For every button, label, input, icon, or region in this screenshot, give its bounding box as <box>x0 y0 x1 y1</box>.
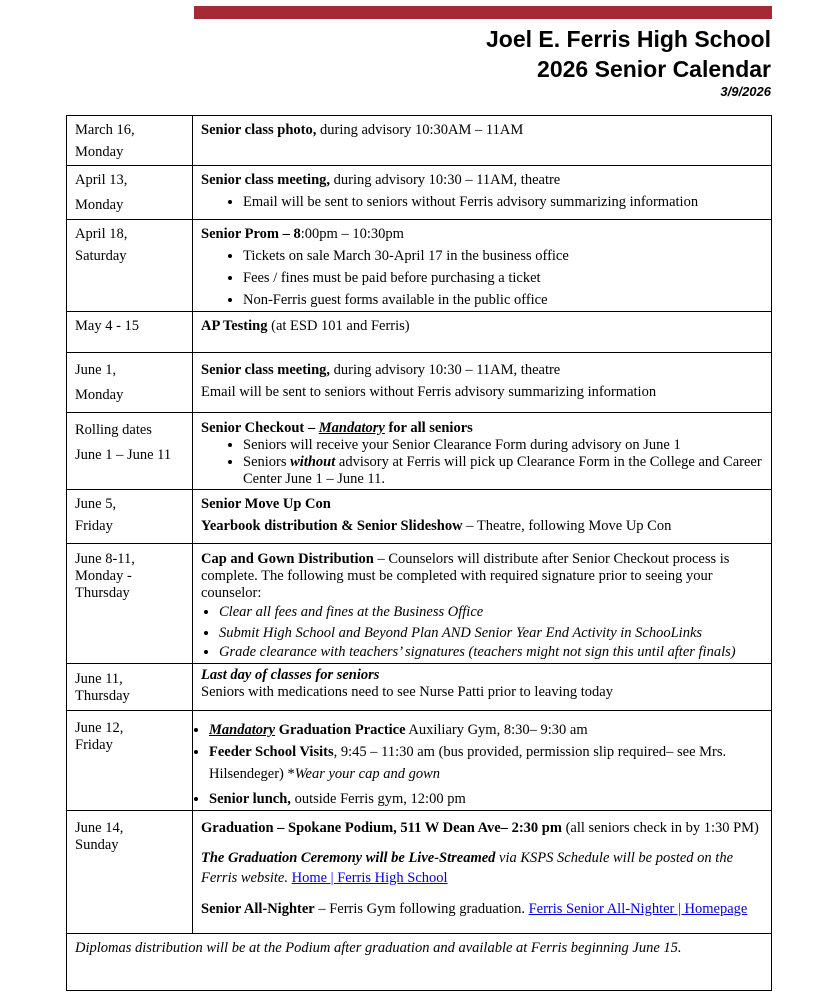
table-row <box>67 220 772 312</box>
event-cell: Senior Prom – 8:00pm – 10:30pm • Tickets on sale March 30-April 17 in the business office • Fees / fines must be paid before purchasing a ticket • Non-Ferris guest forms available in the public office <box>193 220 772 312</box>
table-row <box>67 544 772 664</box>
ferris-website-link[interactable]: Home | Ferris High School <box>291 870 448 886</box>
document-header <box>486 24 771 100</box>
list-item: • Fees / fines must be paid before purchasing a ticket <box>243 267 764 289</box>
calendar-title: 2026 Senior Calendar <box>537 56 771 82</box>
date-cell: May 4 - 15 <box>67 312 193 353</box>
list-item: • Submit High School and Beyond Plan AND Senior Year End Activity in SchooLinks <box>219 623 764 644</box>
table-row <box>67 166 772 220</box>
event-cell: Cap and Gown Distribution – Counselors will distribute after Senior Checkout process is complete. The following must be completed with required signature prior to seeing your counselor: • Clear all fees and fines at the Business Office • Submit High School and Beyond Plan AND Senior Year End Activity in SchooLinks • Grade clearance with teachers’ signatures (teachers might not sign this until after finals) <box>193 544 772 664</box>
table-row <box>67 353 772 413</box>
event-cell: Senior Checkout – Mandatory for all seniors • Seniors will receive your Senior Clearance Form during advisory on June 1 • Seniors without advisory at Ferris will pick up Clearance Form in the College and Career Center June 1 – June 11. <box>193 413 772 490</box>
table-row <box>67 490 772 544</box>
date-cell: April 13, Monday <box>67 166 193 220</box>
list-item: • Non-Ferris guest forms available in the public office <box>243 289 764 311</box>
date-cell: March 16, Monday <box>67 116 193 166</box>
date-cell: June 5, Friday <box>67 490 193 544</box>
table-row <box>67 413 772 490</box>
table-row <box>67 811 772 934</box>
date-cell: June 12, Friday <box>67 711 193 811</box>
date-cell: June 1, Monday <box>67 353 193 413</box>
date-cell: Rolling dates June 1 – June 11 <box>67 413 193 490</box>
table-row <box>67 934 772 991</box>
date-cell: April 18, Saturday <box>67 220 193 312</box>
list-item: • Seniors without advisory at Ferris will pick up Clearance Form in the College and Career Center June 1 – June 11. <box>243 454 764 488</box>
event-cell: Senior class meeting, during advisory 10:30 – 11AM, theatre Email will be sent to seniors without Ferris advisory summarizing information <box>193 353 772 413</box>
list-item: • Clear all fees and fines at the Business Office <box>219 602 764 623</box>
document-date: 3/9/2026 <box>720 84 771 99</box>
list-item: • Senior lunch, outside Ferris gym, 12:00 pm <box>209 788 764 810</box>
event-cell: Senior class photo, during advisory 10:30AM – 11AM <box>193 116 772 166</box>
header-accent-bar <box>194 6 772 19</box>
list-item: • Email will be sent to seniors without Ferris advisory summarizing information <box>243 191 764 213</box>
event-cell: Senior Move Up Con Yearbook distribution & Senior Slideshow – Theatre, following Move Up Con <box>193 490 772 544</box>
date-cell: June 14, Sunday <box>67 811 193 934</box>
event-cell: Graduation – Spokane Podium, 511 W Dean Ave– 2:30 pm (all seniors check in by 1:30 PM) The Graduation Ceremony will be Live-Streamed via KSPS Schedule will be posted on the Ferris website. Home | Ferris High School Senior All-Nighter – Ferris Gym following graduation. Ferris Senior All-Nighter | Homepage <box>193 811 772 934</box>
event-cell <box>193 711 772 811</box>
senior-calendar-table <box>66 115 772 991</box>
table-row <box>67 312 772 353</box>
list-item: • Mandatory Graduation Practice Auxiliary Gym, 8:30– 9:30 am <box>209 719 764 741</box>
list-item: • Tickets on sale March 30-April 17 in the business office <box>243 245 764 267</box>
list-item: • Grade clearance with teachers’ signatures (teachers might not sign this until after finals) <box>219 644 764 661</box>
event-cell: AP Testing (at ESD 101 and Ferris) <box>193 312 772 353</box>
table-row <box>67 116 772 166</box>
table-row <box>67 664 772 711</box>
date-cell: June 8-11, Monday - Thursday <box>67 544 193 664</box>
event-cell: Last day of classes for seniors Seniors with medications need to see Nurse Patti prior to leaving today <box>193 664 772 711</box>
list-item: • Feeder School Visits, 9:45 – 11:30 am (bus provided, permission slip required– see Mrs. Hilsendeger) *Wear your cap and gown <box>209 741 764 785</box>
footer-note: Diplomas distribution will be at the Podium after graduation and available at Ferris beginning June 15. <box>67 934 772 991</box>
list-item: • Seniors will receive your Senior Clearance Form during advisory on June 1 <box>243 437 764 454</box>
event-cell: Senior class meeting, during advisory 10:30 – 11AM, theatre • Email will be sent to seniors without Ferris advisory summarizing information <box>193 166 772 220</box>
school-name: Joel E. Ferris High School <box>485 26 771 52</box>
date-cell: June 11, Thursday <box>67 664 193 711</box>
table-row <box>67 711 772 811</box>
all-nighter-link[interactable]: Ferris Senior All-Nighter | Homepage <box>528 901 748 917</box>
